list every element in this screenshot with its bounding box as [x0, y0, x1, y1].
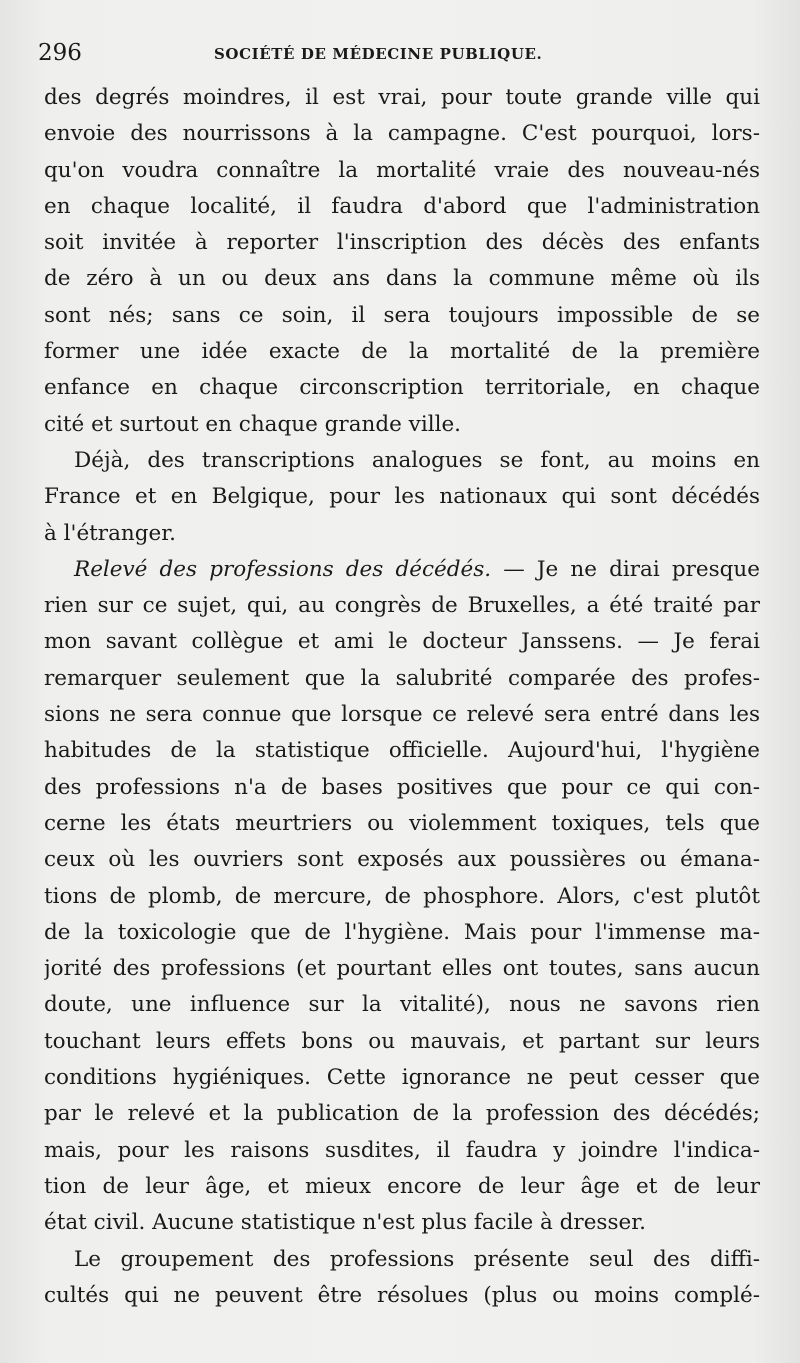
- text-line: sont nés; sans ce soin, il sera toujours impossible de se: [44, 302, 760, 328]
- text-line: Déjà, des transcriptions analogues se font, au moins en: [74, 447, 760, 473]
- text-line: former une idée exacte de la mortalité de la première: [44, 339, 760, 365]
- text-line: cultés qui ne peuvent être résolues (plus ou moins complé-: [44, 1282, 760, 1308]
- text-line: touchant leurs effets bons ou mauvais, et partant sur leurs: [44, 1028, 760, 1054]
- text-line: habitudes de la statistique officielle. Aujourd'hui, l'hygiène: [44, 738, 760, 764]
- text-line: mais, pour les raisons susdites, il faudra y joindre l'indica-: [44, 1137, 760, 1163]
- text-line: par le relevé et la publication de la profession des décédés;: [44, 1101, 760, 1127]
- page-header: [36, 40, 764, 70]
- text-line: Le groupement des professions présente seul des diffi-: [74, 1246, 760, 1272]
- body-text: [44, 80, 760, 1314]
- text-line: ceux où les ouvriers sont exposés aux poussières ou émana-: [44, 847, 760, 873]
- text-line: enfance en chaque circonscription territoriale, en chaque: [44, 375, 760, 401]
- text-line: des degrés moindres, il est vrai, pour toute grande ville qui: [44, 85, 760, 110]
- text-line: de la toxicologie que de l'hygiène. Mais pour l'immense ma-: [44, 919, 760, 945]
- text-line: sions ne sera connue que lorsque ce relevé sera entré dans les: [44, 702, 760, 728]
- text-line: à l'étranger.: [44, 520, 176, 546]
- text-line: cerne les états meurtriers ou violemment toxiques, tels que: [44, 810, 760, 836]
- text-line: en chaque localité, il faudra d'abord que l'administration: [44, 193, 760, 219]
- text-line: France et en Belgique, pour les nationaux qui sont décédés: [44, 484, 760, 510]
- running-head: SOCIÉTÉ DE MÉDECINE PUBLIQUE.: [214, 45, 543, 63]
- text-line: rien sur ce sujet, qui, au congrès de Bruxelles, a été traité par: [44, 593, 760, 619]
- text-line: état civil. Aucune statistique n'est plus facile à dresser.: [44, 1210, 646, 1236]
- text-line: soit invitée à reporter l'inscription des décès des enfants: [44, 230, 760, 256]
- text-line: qu'on voudra connaître la mortalité vraie des nouveau-nés: [44, 157, 760, 183]
- text-line: jorité des professions (et pourtant elles ont toutes, sans aucun: [44, 956, 760, 982]
- text-line: remarquer seulement que la salubrité comparée des profes-: [44, 665, 760, 691]
- section-heading-italic: Relevé des professions des décédés.: [74, 556, 492, 582]
- text-line: conditions hygiéniques. Cette ignorance ne peut cesser que: [44, 1065, 760, 1091]
- text-line: cité et surtout en chaque grande ville.: [44, 411, 462, 437]
- text-line: des professions n'a de bases positives que pour ce qui con-: [44, 774, 760, 800]
- page-number: 296: [38, 40, 82, 66]
- text-line: tions de plomb, de mercure, de phosphore. Alors, c'est plutôt: [44, 883, 760, 909]
- text-line: mon savant collègue et ami le docteur Janssens. — Je ferai: [44, 629, 760, 655]
- text-line: doute, une influence sur la vitalité), nous ne savons rien: [44, 992, 760, 1018]
- section-heading-continuation: — Je ne dirai presque: [491, 556, 760, 582]
- text-line-section-start: [44, 552, 760, 588]
- text-line: envoie des nourrissons à la campagne. C'est pourquoi, lors-: [44, 121, 760, 147]
- text-line: de zéro à un ou deux ans dans la commune même où ils: [44, 266, 760, 292]
- text-line: tion de leur âge, et mieux encore de leur âge et de leur: [44, 1173, 760, 1199]
